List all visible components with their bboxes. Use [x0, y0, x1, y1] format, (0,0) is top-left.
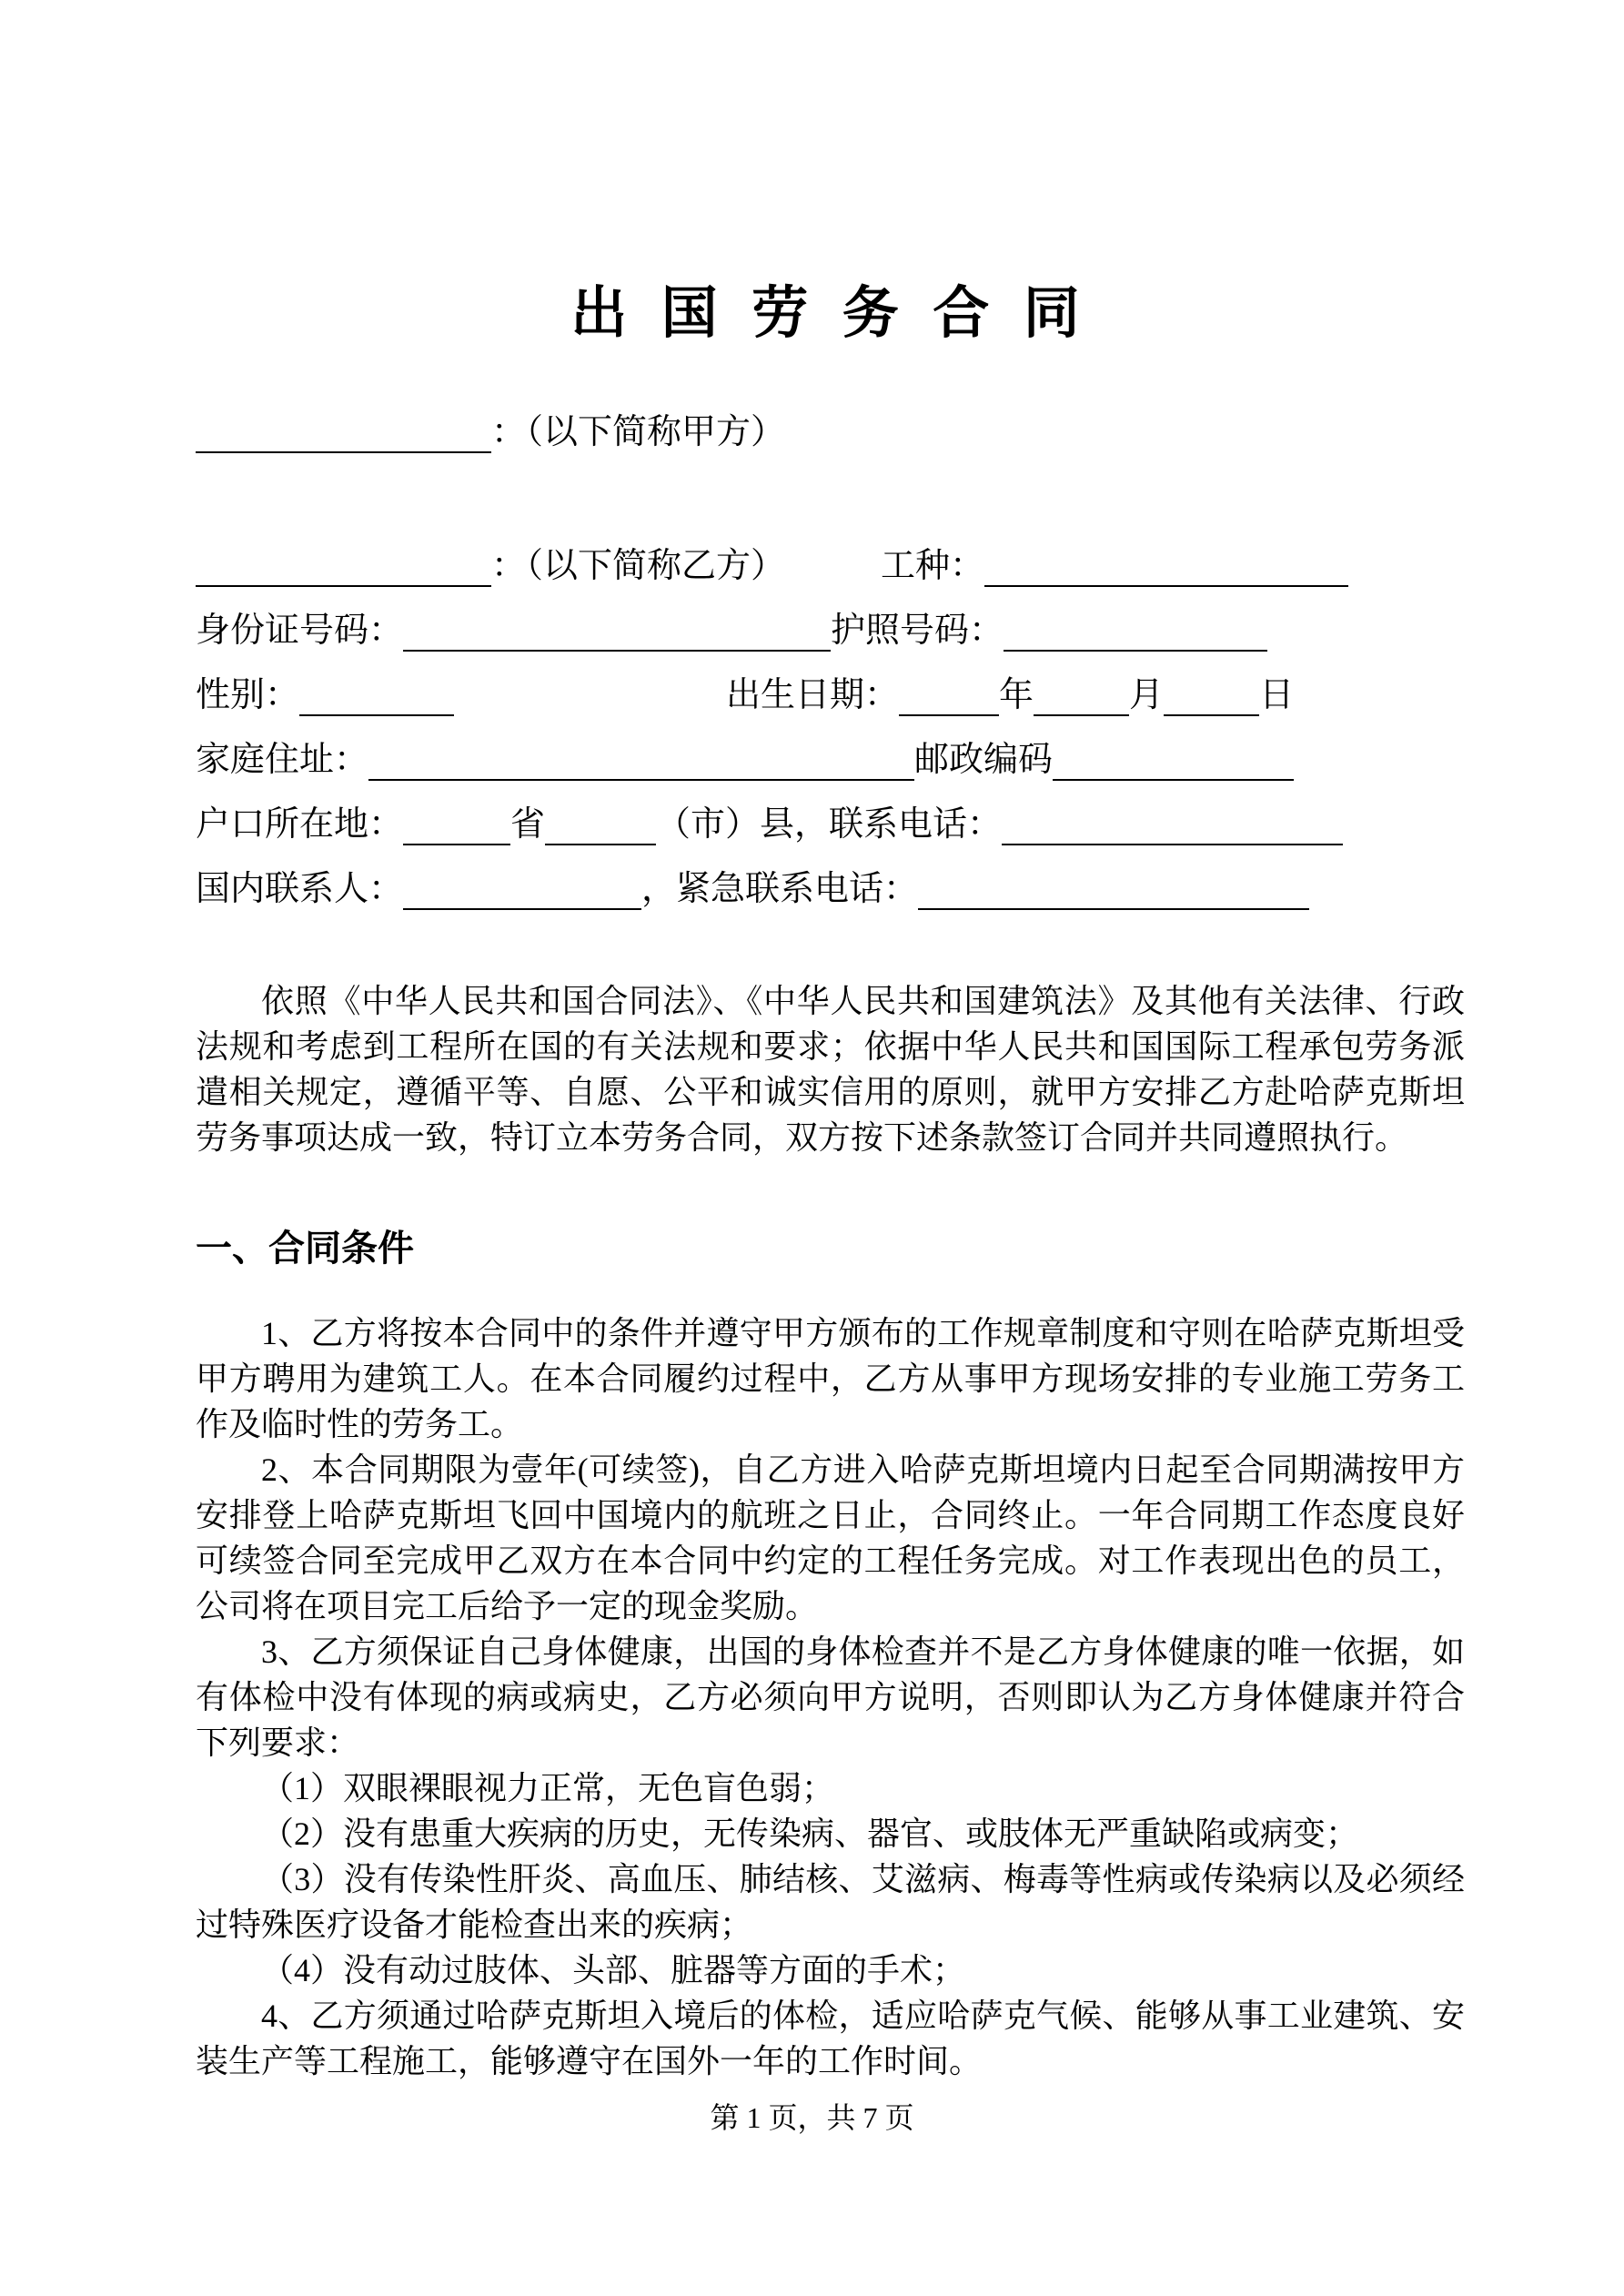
- postal-code-blank: [1053, 774, 1294, 781]
- clause-subitem-3: （3）没有传染性肝炎、高血压、肺结核、艾滋病、梅毒等性病或传染病以及必须经过特殊医疗设备才能检查出来的疾病；: [196, 1861, 1465, 1943]
- dob-year-blank: [899, 709, 999, 716]
- province-label: 省: [510, 805, 546, 844]
- gender-dob-line: [196, 652, 1465, 716]
- home-address-blank: [368, 774, 914, 781]
- party-a-name-blank: [196, 446, 491, 453]
- party-b-name-blank: [196, 580, 491, 587]
- domestic-contact-label: 国内联系人：: [196, 870, 404, 908]
- party-a-label: ：（以下简称甲方）: [491, 413, 786, 451]
- home-address-line: [196, 716, 1465, 781]
- province-blank: [403, 838, 510, 845]
- clause-subitem-1: （1）双眼裸眼视力正常，无色盲色弱；: [261, 1770, 835, 1806]
- county-phone-label: （市）县，联系电话：: [656, 805, 1003, 844]
- postal-code-label: 邮政编码: [914, 741, 1054, 779]
- id-number-blank: [403, 644, 831, 652]
- intro-paragraph: 依照《中华人民共和国合同法》、《中华人民共和国建筑法》及其他有关法律、行政法规和考虑到工程所在国的有关法规和要求；依据中华人民共和国国际工程承包劳务派遣相关规定，遵循平等、自愿、公平和诚实信用的原则，就甲方安排乙方赴哈萨克斯坦劳务事项达成一致，特订立本劳务合同，双方按下述条款签订合同并共同遵照执行。: [196, 983, 1465, 1156]
- job-type-blank: [984, 580, 1348, 587]
- passport-number-label: 护照号码：: [831, 612, 1004, 650]
- home-address-label: 家庭住址：: [196, 741, 369, 779]
- page-number-footer: 第 1 页，共 7 页: [710, 2101, 914, 2134]
- passport-number-blank: [1004, 644, 1267, 652]
- id-passport-line: [196, 587, 1465, 652]
- dob-year-label: 年: [999, 676, 1034, 714]
- domestic-contact-blank: [403, 903, 641, 910]
- party-a-line: [196, 389, 1465, 453]
- party-b-label: ：（以下简称乙方）: [491, 547, 786, 585]
- section-1-heading: 一、合同条件: [196, 1229, 414, 1269]
- section-1-clauses: [196, 1310, 1465, 2084]
- dob-label: 出生日期：: [726, 676, 900, 714]
- dob-month-label: 月: [1129, 676, 1165, 714]
- city-blank: [545, 838, 656, 845]
- emergency-phone-blank: [918, 903, 1309, 910]
- dob-day-blank: [1164, 709, 1259, 716]
- clause-paragraph-2: 2、本合同期限为壹年(可续签)，自乙方进入哈萨克斯坦境内日起至合同期满按甲方安排登上哈萨克斯坦飞回中国境内的航班之日止，合同终止。一年合同期工作态度良好可续签合同至完成甲乙双方在本合同中约定的工程任务完成。对工作表现出色的员工，公司将在项目完工后给予一定的现金奖励。: [196, 1451, 1465, 1624]
- job-type-label: 工种：: [881, 547, 985, 585]
- registry-label: 户口所在地：: [196, 805, 404, 844]
- gender-blank: [299, 709, 454, 716]
- gender-label: 性别：: [196, 676, 300, 714]
- contact-phone-blank: [1002, 838, 1343, 845]
- clause-paragraph-1: 1、乙方将按本合同中的条件并遵守甲方颁布的工作规章制度和守则在哈萨克斯坦受甲方聘用为建筑工人。在本合同履约过程中，乙方从事甲方现场安排的专业施工劳务工作及临时性的劳务工。: [196, 1315, 1465, 1442]
- domestic-contact-line: [196, 845, 1465, 910]
- clause-subitem-4: （4）没有动过肢体、头部、脏器等方面的手术；: [261, 1952, 966, 1988]
- clause-paragraph-4: 4、乙方须通过哈萨克斯坦入境后的体检，适应哈萨克气候、能够从事工业建筑、安装生产等工程施工，能够遵守在国外一年的工作时间。: [196, 1998, 1465, 2079]
- household-registry-line: [196, 781, 1465, 845]
- document-title: 出 国 劳 务 合 同: [570, 283, 1090, 345]
- dob-month-blank: [1034, 709, 1129, 716]
- dob-day-label: 日: [1259, 676, 1295, 714]
- clause-subitem-2: （2）没有患重大疾病的历史，无传染病、器官、或肢体无严重缺陷或病变；: [261, 1816, 1359, 1852]
- party-b-line: [196, 522, 1465, 587]
- clause-paragraph-3: 3、乙方须保证自己身体健康，出国的身体检查并不是乙方身体健康的唯一依据，如有体检中没有体现的病或病史，乙方必须向甲方说明，否则即认为乙方身体健康并符合下列要求：: [196, 1633, 1465, 1761]
- emergency-phone-label: ，紧急联系电话：: [641, 870, 919, 908]
- id-number-label: 身份证号码：: [196, 612, 404, 650]
